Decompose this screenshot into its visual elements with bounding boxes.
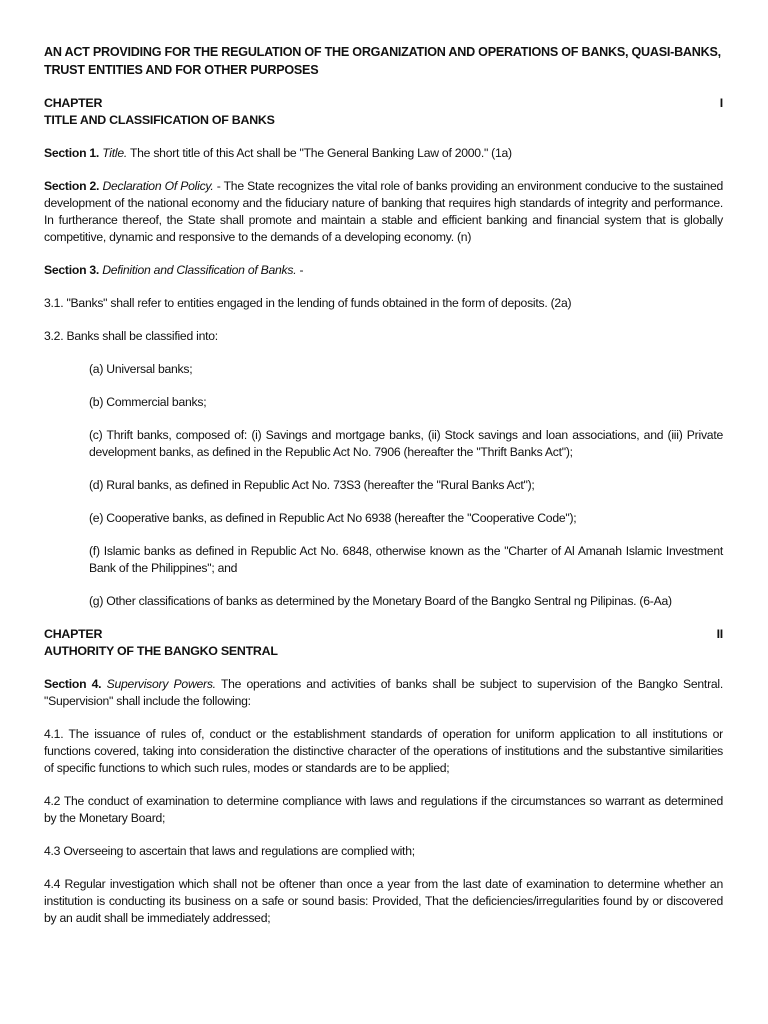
classification-item-e: (e) Cooperative banks, as defined in Republic Act No 6938 (hereafter the "Cooperative Code");: [89, 511, 577, 525]
paragraph-4-1: 4.1. The issuance of rules of, conduct or the establishment standards of operation for uniform application to all institutions or functions covered, taking into consideration the distinctive character of the operations of institutions and the substantive similarities of specific functions to which such rules, modes or standards are to be applied;: [44, 727, 723, 775]
chapter-1-number: I: [719, 96, 723, 110]
chapter-1-row: [44, 95, 723, 112]
paragraph-3-1: 3.1. "Banks" shall refer to entities engaged in the lending of funds obtained in the form of deposits. (2a): [44, 296, 572, 310]
paragraph-4-4: 4.4 Regular investigation which shall not be oftener than once a year from the last date of examination to determine whether an institution is conducting its business on a safe or sound basis: Provided, That the deficiencies/irregularities found by or discovered by an audit shall be immediately addressed;: [44, 877, 723, 925]
section-4-label: Section 4.: [44, 677, 102, 691]
section-4-text: The operations and activities of banks shall be subject to supervision of the Bangko Sentral. "Supervision" shall include the following:: [44, 677, 724, 708]
paragraph-4-3: 4.3 Overseeing to ascertain that laws and regulations are complied with;: [44, 844, 415, 858]
chapter-1-header: [44, 95, 723, 129]
chapter-2-title: AUTHORITY OF THE BANGKO SENTRAL: [44, 644, 278, 658]
chapter-1-label: CHAPTER: [44, 96, 103, 110]
chapter-2-row: [44, 626, 723, 643]
section-3-text: -: [296, 263, 304, 277]
section-2: [44, 178, 723, 246]
document-page: [44, 43, 723, 943]
section-2-heading: Declaration Of Policy.: [102, 179, 214, 193]
classification-item-b: (b) Commercial banks;: [89, 395, 207, 409]
classification-item-d: (d) Rural banks, as defined in Republic Act No. 73S3 (hereafter the "Rural Banks Act");: [89, 478, 535, 492]
section-4: [44, 676, 723, 710]
classification-item-g: (g) Other classifications of banks as determined by the Monetary Board of the Bangko Sentral ng Pilipinas. (6-Aa): [89, 594, 672, 608]
classification-item-f: (f) Islamic banks as defined in Republic Act No. 6848, otherwise known as the "Charter of Al Amanah Islamic Investment Bank of the Philippines"; and: [89, 544, 723, 575]
classification-item-a: (a) Universal banks;: [89, 362, 193, 376]
chapter-2-number: II: [716, 627, 723, 641]
section-1: [44, 145, 723, 162]
document-title: AN ACT PROVIDING FOR THE REGULATION OF THE ORGANIZATION AND OPERATIONS OF BANKS, QUASI-BANKS, TRUST ENTITIES AND FOR OTHER PURPOSES: [44, 45, 721, 77]
section-3-heading: Definition and Classification of Banks.: [102, 263, 297, 277]
chapter-2-header: [44, 626, 723, 660]
section-1-heading: Title.: [102, 146, 128, 160]
chapter-2-label: CHAPTER: [44, 627, 103, 641]
section-3-label: Section 3.: [44, 263, 100, 277]
section-4-heading: Supervisory Powers.: [106, 677, 216, 691]
chapter-1-title: TITLE AND CLASSIFICATION OF BANKS: [44, 113, 275, 127]
section-1-label: Section 1.: [44, 146, 100, 160]
paragraph-4-2: 4.2 The conduct of examination to determine compliance with laws and regulations if the circumstances so warrant as determined by the Monetary Board;: [44, 794, 723, 825]
section-3: [44, 262, 723, 279]
section-2-text: - The State recognizes the vital role of banks providing an environment conducive to the sustained development of the national economy and the fiduciary nature of banking that requires high standards of integrity and performance. In furtherance thereof, the State shall promote and maintain a stable and efficient banking and financial system that is globally competitive, dynamic and responsive to the demands of a developing economy. (n): [44, 179, 723, 244]
section-2-label: Section 2.: [44, 179, 100, 193]
section-1-text: The short title of this Act shall be "The General Banking Law of 2000." (1a): [127, 146, 512, 160]
classification-item-c: (c) Thrift banks, composed of: (i) Savings and mortgage banks, (ii) Stock savings and loan associations, and (iii) Private development banks, as defined in the Republic Act No. 7906 (hereafter the "Thrift Banks Act");: [89, 428, 723, 459]
paragraph-3-2: 3.2. Banks shall be classified into:: [44, 329, 218, 343]
